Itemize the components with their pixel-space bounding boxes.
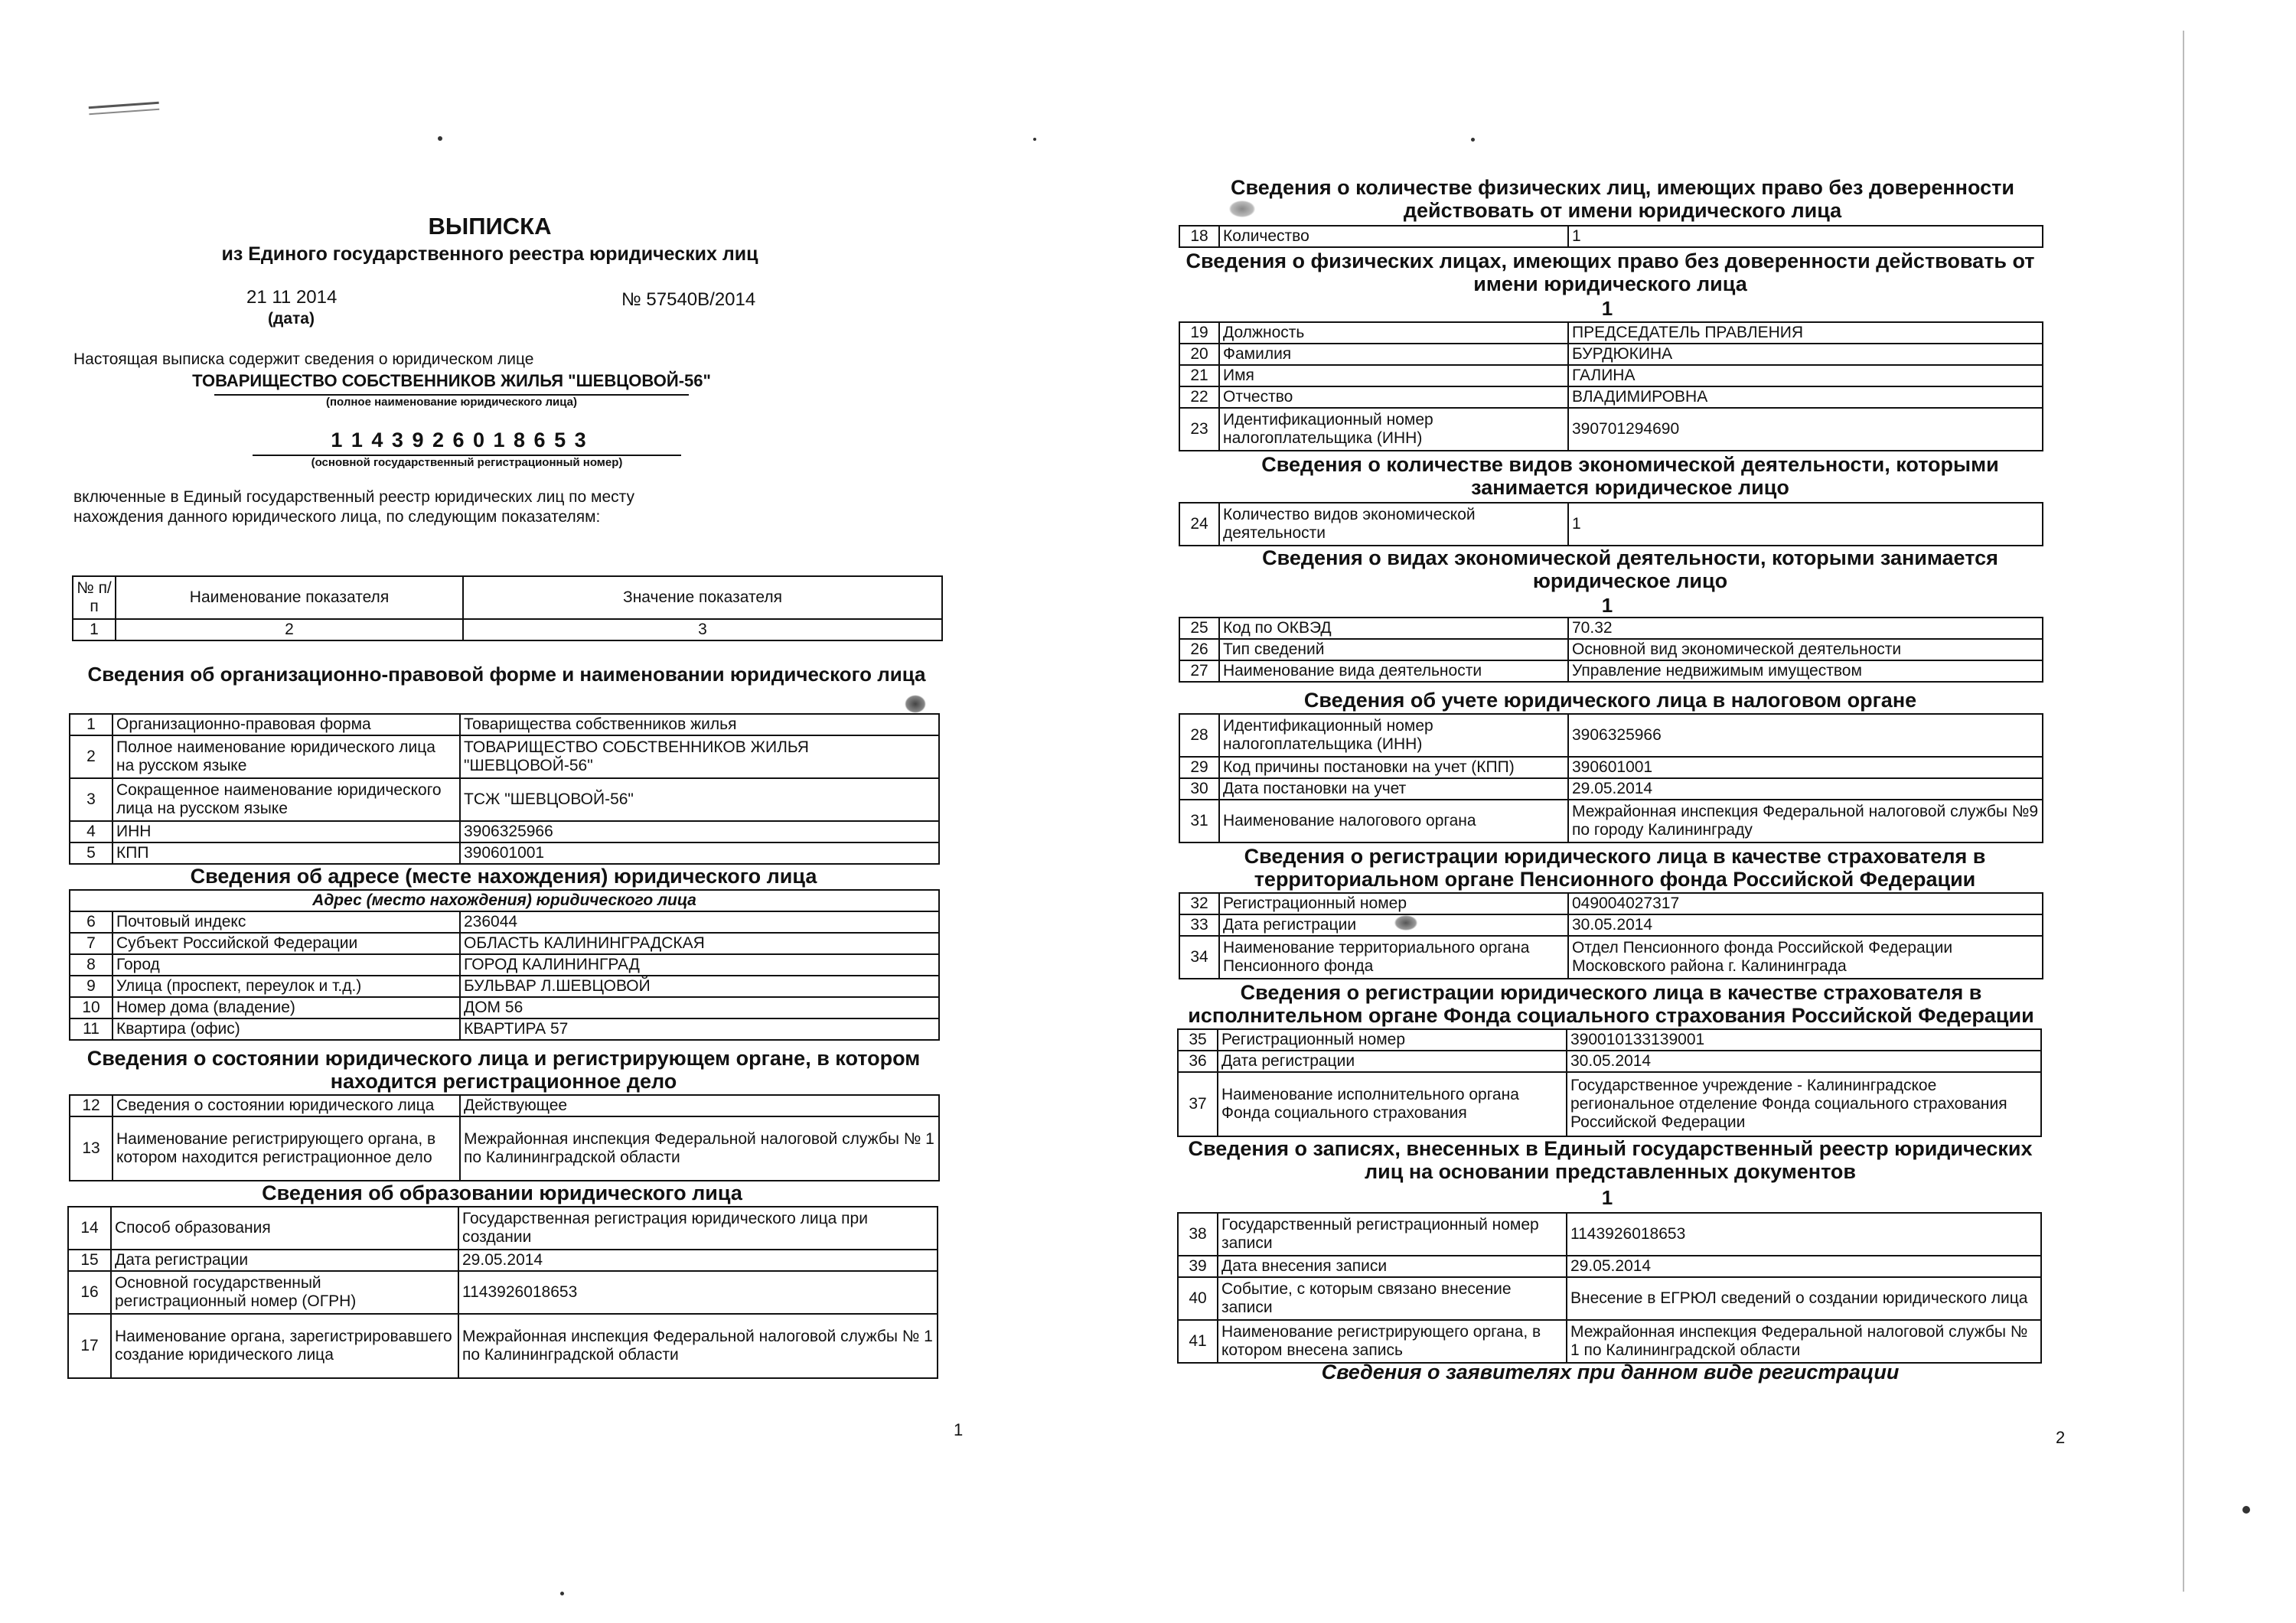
table-row — [70, 911, 939, 933]
row-value: Товарищества собственников жилья — [460, 714, 939, 735]
row-name: Количество — [1219, 226, 1568, 247]
row-name: Наименование регистрирующего органа, в котором находится регистрационное дело — [113, 1116, 460, 1181]
row-value: Отдел Пенсионного фонда Российской Федерации Московского района г. Калининграда — [1568, 936, 2043, 979]
row-value: ПРЕДСЕДАТЕЛЬ ПРАВЛЕНИЯ — [1568, 322, 2043, 344]
table-row — [1179, 639, 2043, 660]
header-table — [72, 575, 943, 641]
count-persons-table — [1179, 225, 2043, 248]
row-value: Государственное учреждение - Калининградское региональное отделение Фонда социального страхования Российской Федерации — [1567, 1072, 2041, 1136]
table-row — [1178, 1277, 2041, 1320]
ink-smudge — [1229, 200, 1255, 217]
col-value-header: Значение показателя — [463, 576, 942, 619]
row-value: 30.05.2014 — [1568, 914, 2043, 936]
table-row — [1179, 503, 2043, 546]
row-value: Межрайонная инспекция Федеральной налоговой службы № 1 по Калининградской области — [460, 1116, 939, 1181]
formation-table — [67, 1206, 938, 1379]
row-number: 27 — [1179, 660, 1219, 682]
row-name: Организационно-правовая форма — [113, 714, 460, 735]
included-text-line-2: нахождения данного юридического лица, по следующим показателям: — [73, 508, 601, 526]
col-name-header: Наименование показателя — [116, 576, 463, 619]
row-number: 25 — [1179, 618, 1219, 639]
row-value: 390010133139001 — [1567, 1029, 2041, 1051]
section-activity-count-title: Сведения о количестве видов экономической деятельности, которыми занимается юридическое лицо — [1261, 453, 1999, 499]
row-value: 390701294690 — [1568, 408, 2043, 451]
section-state-title: Сведения о состоянии юридического лица и регистрирующем органе, в котором находится регистрационное дело — [86, 1047, 921, 1093]
row-value: Межрайонная инспекция Федеральной налоговой службы № 1 по Калининградской области — [1567, 1320, 2041, 1363]
intro-text: Настоящая выписка содержит сведения о юридическом лице — [73, 350, 534, 368]
row-number: 3 — [70, 778, 113, 821]
row-number: 23 — [1179, 408, 1219, 451]
row-value: 236044 — [460, 911, 939, 933]
row-value: ОБЛАСТЬ КАЛИНИНГРАДСКАЯ — [460, 933, 939, 954]
section-address-title: Сведения об адресе (месте нахождения) юридического лица — [190, 865, 817, 888]
row-number: 37 — [1178, 1072, 1218, 1136]
page-2 — [1148, 0, 2296, 1623]
document-subtitle: из Единого государственного реестра юридических лиц — [221, 243, 758, 265]
row-number: 17 — [68, 1314, 111, 1378]
row-value: 1 — [1568, 503, 2043, 546]
section-tax-title: Сведения об учете юридического лица в налоговом органе — [1303, 689, 1917, 712]
row-number: 6 — [70, 911, 113, 933]
section-formation-title: Сведения об образовании юридического лица — [262, 1181, 742, 1204]
row-value: 3906325966 — [1568, 714, 2043, 757]
row-value: КВАРТИРА 57 — [460, 1018, 939, 1040]
row-name: Имя — [1219, 365, 1568, 386]
table-row — [70, 954, 939, 976]
scan-speck — [1471, 138, 1475, 142]
ogrn-number: 1 1 4 3 9 2 6 0 1 8 6 5 3 — [331, 429, 588, 451]
table-row — [1178, 1256, 2041, 1277]
activity-index: 1 — [1601, 594, 1613, 617]
row-number: 26 — [1179, 639, 1219, 660]
table-row — [70, 714, 939, 735]
row-number: 31 — [1179, 800, 1219, 842]
row-name: Дата регистрации — [111, 1250, 458, 1271]
row-value: Управление недвижимым имуществом — [1568, 660, 2043, 682]
row-number: 20 — [1179, 344, 1219, 365]
row-name: Государственный регистрационный номер записи — [1218, 1213, 1567, 1256]
col-index-2: 2 — [116, 619, 463, 640]
row-name: Количество видов экономической деятельности — [1219, 503, 1568, 546]
row-value: БУРДЮКИНА — [1568, 344, 2043, 365]
row-name: Наименование территориального органа Пенсионного фонда — [1219, 936, 1568, 979]
row-value: 29.05.2014 — [1567, 1256, 2041, 1277]
table-row — [1178, 1072, 2041, 1136]
row-name: Наименование исполнительного органа Фонда социального страхования — [1218, 1072, 1567, 1136]
row-name: Субъект Российской Федерации — [113, 933, 460, 954]
row-name: Улица (проспект, переулок и т.д.) — [113, 976, 460, 997]
org-form-table — [69, 713, 940, 865]
table-row — [70, 735, 939, 778]
row-value: 049004027317 — [1568, 893, 2043, 914]
pen-mark — [89, 102, 160, 115]
table-row — [68, 1207, 938, 1250]
row-value: Межрайонная инспекция Федеральной налоговой службы № 1 по Калининградской области — [458, 1314, 938, 1378]
col-index-1: 1 — [73, 619, 116, 640]
row-name: Наименование налогового органа — [1219, 800, 1568, 842]
row-name: Фамилия — [1219, 344, 1568, 365]
table-row — [1179, 226, 2043, 247]
address-table — [69, 889, 940, 1041]
social-table — [1177, 1028, 2042, 1137]
table-row — [70, 1018, 939, 1040]
row-number: 13 — [70, 1116, 113, 1181]
table-row — [1179, 386, 2043, 408]
table-row — [1178, 1051, 2041, 1072]
row-name: Должность — [1219, 322, 1568, 344]
extract-date: 21 11 2014 — [246, 287, 338, 308]
table-row — [1179, 893, 2043, 914]
row-value: 390601001 — [460, 842, 939, 864]
table-row — [1179, 778, 2043, 800]
row-value: 1143926018653 — [1567, 1213, 2041, 1256]
row-name: КПП — [113, 842, 460, 864]
table-row — [70, 821, 939, 842]
row-number: 18 — [1179, 226, 1219, 247]
row-number: 40 — [1178, 1277, 1218, 1320]
tax-table — [1179, 713, 2043, 843]
table-row — [1179, 714, 2043, 757]
included-text-line-1: включенные в Единый государственный реестр юридических лиц по месту — [73, 488, 635, 506]
row-value: 1 — [1568, 226, 2043, 247]
row-name: Наименование регистрирующего органа, в котором внесена запись — [1218, 1320, 1567, 1363]
table-row — [1178, 1320, 2041, 1363]
section-pension-title: Сведения о регистрации юридического лица в качестве страхователя в территориальном органе Пенсионного фонда Российской Федерации — [1244, 845, 1986, 891]
row-name: Наименование вида деятельности — [1219, 660, 1568, 682]
row-number: 39 — [1178, 1256, 1218, 1277]
table-row — [70, 1116, 939, 1181]
row-number: 14 — [68, 1207, 111, 1250]
row-value: ГАЛИНА — [1568, 365, 2043, 386]
records-table — [1177, 1212, 2042, 1364]
address-subheader: Адрес (место нахождения) юридического лица — [70, 890, 939, 911]
row-number: 7 — [70, 933, 113, 954]
ink-blot — [905, 695, 926, 713]
table-row — [1179, 936, 2043, 979]
table-row — [1179, 365, 2043, 386]
row-value: 29.05.2014 — [458, 1250, 938, 1271]
row-name: Регистрационный номер — [1219, 893, 1568, 914]
table-row — [1178, 1029, 2041, 1051]
row-value: ГОРОД КАЛИНИНГРАД — [460, 954, 939, 976]
row-name: Полное наименование юридического лица на русском языке — [113, 735, 460, 778]
row-name: Код по ОКВЭД — [1219, 618, 1568, 639]
table-row — [70, 976, 939, 997]
section-persons-title: Сведения о физических лицах, имеющих право без доверенности действовать от имени юридического лица — [1186, 249, 2035, 295]
row-number: 5 — [70, 842, 113, 864]
row-value: 70.32 — [1568, 618, 2043, 639]
persons-table — [1179, 321, 2043, 451]
row-number: 12 — [70, 1095, 113, 1116]
section-social-title: Сведения о регистрации юридического лица в качестве страхователя в исполнительном органе Фонда социального страхования Российской Федерации — [1188, 981, 2034, 1027]
row-name: Наименование органа, зарегистрировавшего создание юридического лица — [111, 1314, 458, 1378]
row-value: 30.05.2014 — [1567, 1051, 2041, 1072]
scan-speck — [2242, 1506, 2250, 1514]
row-name: Идентификационный номер налогоплательщика (ИНН) — [1219, 408, 1568, 451]
row-name: Сведения о состоянии юридического лица — [113, 1095, 460, 1116]
ogrn-caption: (основной государственный регистрационный номер) — [253, 455, 681, 469]
row-name: Квартира (офис) — [113, 1018, 460, 1040]
row-number: 35 — [1178, 1029, 1218, 1051]
extract-number: № 57540В/2014 — [621, 289, 756, 310]
row-number: 28 — [1179, 714, 1219, 757]
row-name: Событие, с которым связано внесение записи — [1218, 1277, 1567, 1320]
row-name: ИНН — [113, 821, 460, 842]
table-row — [70, 778, 939, 821]
row-value: 29.05.2014 — [1568, 778, 2043, 800]
row-value: ТСЖ "ШЕВЦОВОЙ-56" — [460, 778, 939, 821]
section-records-title: Сведения о записях, внесенных в Единый государственный реестр юридических лиц на основании представленных документов — [1188, 1137, 2033, 1183]
col-index-3: 3 — [463, 619, 942, 640]
row-value: 3906325966 — [460, 821, 939, 842]
row-number: 19 — [1179, 322, 1219, 344]
table-row — [1179, 344, 2043, 365]
page-number: 1 — [954, 1420, 964, 1439]
row-number: 1 — [70, 714, 113, 735]
table-row — [70, 997, 939, 1018]
row-number: 21 — [1179, 365, 1219, 386]
page-edge-line — [2183, 31, 2184, 1592]
row-number: 4 — [70, 821, 113, 842]
row-number: 34 — [1179, 936, 1219, 979]
row-number: 2 — [70, 735, 113, 778]
row-value: БУЛЬВАР Л.ШЕВЦОВОЙ — [460, 976, 939, 997]
state-table — [69, 1094, 940, 1181]
records-index: 1 — [1601, 1186, 1613, 1209]
row-number: 16 — [68, 1271, 111, 1314]
row-number: 11 — [70, 1018, 113, 1040]
row-number: 38 — [1178, 1213, 1218, 1256]
table-row — [68, 1250, 938, 1271]
row-number: 9 — [70, 976, 113, 997]
row-value: Основной вид экономической деятельности — [1568, 639, 2043, 660]
row-name: Способ образования — [111, 1207, 458, 1250]
row-name: Почтовый индекс — [113, 911, 460, 933]
organization-name: ТОВАРИЩЕСТВО СОБСТВЕННИКОВ ЖИЛЬЯ "ШЕВЦОВОЙ-56" — [192, 371, 711, 390]
row-number: 10 — [70, 997, 113, 1018]
section-activity-title: Сведения о видах экономической деятельности, которыми занимается юридическое лицо — [1262, 546, 1998, 592]
row-value: ДОМ 56 — [460, 997, 939, 1018]
table-row — [1179, 660, 2043, 682]
row-name: Тип сведений — [1219, 639, 1568, 660]
table-row — [1178, 1213, 2041, 1256]
row-name: Идентификационный номер налогоплательщика (ИНН) — [1219, 714, 1568, 757]
document-title: ВЫПИСКА — [428, 213, 552, 240]
scan-speck — [1033, 138, 1036, 141]
row-value: 1143926018653 — [458, 1271, 938, 1314]
row-name: Основной государственный регистрационный номер (ОГРН) — [111, 1271, 458, 1314]
table-row — [70, 842, 939, 864]
row-value: Государственная регистрация юридического лица при создании — [458, 1207, 938, 1250]
row-name: Дата регистрации — [1219, 914, 1568, 936]
ink-smudge — [1394, 915, 1417, 930]
row-name: Дата регистрации — [1218, 1051, 1567, 1072]
section-applicants-title: Сведения о заявителях при данном виде регистрации — [1321, 1361, 1900, 1383]
row-number: 15 — [68, 1250, 111, 1271]
row-name: Город — [113, 954, 460, 976]
scan-speck — [560, 1592, 564, 1595]
row-number: 36 — [1178, 1051, 1218, 1072]
row-number: 33 — [1179, 914, 1219, 936]
row-name: Дата внесения записи — [1218, 1256, 1567, 1277]
row-name: Отчество — [1219, 386, 1568, 408]
table-row — [68, 1314, 938, 1378]
row-value: Действующее — [460, 1095, 939, 1116]
organization-name-caption: (полное наименование юридического лица) — [214, 394, 689, 409]
row-number: 29 — [1179, 757, 1219, 778]
row-name: Номер дома (владение) — [113, 997, 460, 1018]
table-row — [68, 1271, 938, 1314]
pension-table — [1179, 892, 2043, 979]
table-row — [1179, 618, 2043, 639]
table-row — [1179, 408, 2043, 451]
table-row — [70, 1095, 939, 1116]
row-number: 30 — [1179, 778, 1219, 800]
extract-date-caption: (дата) — [268, 310, 315, 328]
activity-table — [1179, 617, 2043, 683]
page-number: 2 — [2056, 1428, 2066, 1447]
section-count-persons-title: Сведения о количестве физических лиц, имеющих право без доверенности действовать от имени юридического лица — [1231, 176, 2014, 222]
row-value: Межрайонная инспекция Федеральной налоговой службы №9 по городу Калининграду — [1568, 800, 2043, 842]
table-row — [1179, 914, 2043, 936]
activity-count-table — [1179, 502, 2043, 546]
row-number: 41 — [1178, 1320, 1218, 1363]
row-number: 22 — [1179, 386, 1219, 408]
row-value: ВЛАДИМИРОВНА — [1568, 386, 2043, 408]
row-number: 24 — [1179, 503, 1219, 546]
table-row — [1179, 322, 2043, 344]
row-name: Сокращенное наименование юридического лица на русском языке — [113, 778, 460, 821]
row-name: Код причины постановки на учет (КПП) — [1219, 757, 1568, 778]
row-name: Регистрационный номер — [1218, 1029, 1567, 1051]
row-number: 8 — [70, 954, 113, 976]
col-number-header: № п/п — [73, 576, 116, 619]
row-number: 32 — [1179, 893, 1219, 914]
row-name: Дата постановки на учет — [1219, 778, 1568, 800]
row-value: ТОВАРИЩЕСТВО СОБСТВЕННИКОВ ЖИЛЬЯ "ШЕВЦОВОЙ-56" — [460, 735, 939, 778]
table-row — [1179, 757, 2043, 778]
table-row — [1179, 800, 2043, 842]
row-value: Внесение в ЕГРЮЛ сведений о создании юридического лица — [1567, 1277, 2041, 1320]
scan-speck — [438, 136, 442, 141]
persons-index: 1 — [1601, 297, 1613, 320]
table-row — [70, 933, 939, 954]
section-org-form-title: Сведения об организационно-правовой форме и наименовании юридического лица — [87, 663, 926, 686]
row-value: 390601001 — [1568, 757, 2043, 778]
